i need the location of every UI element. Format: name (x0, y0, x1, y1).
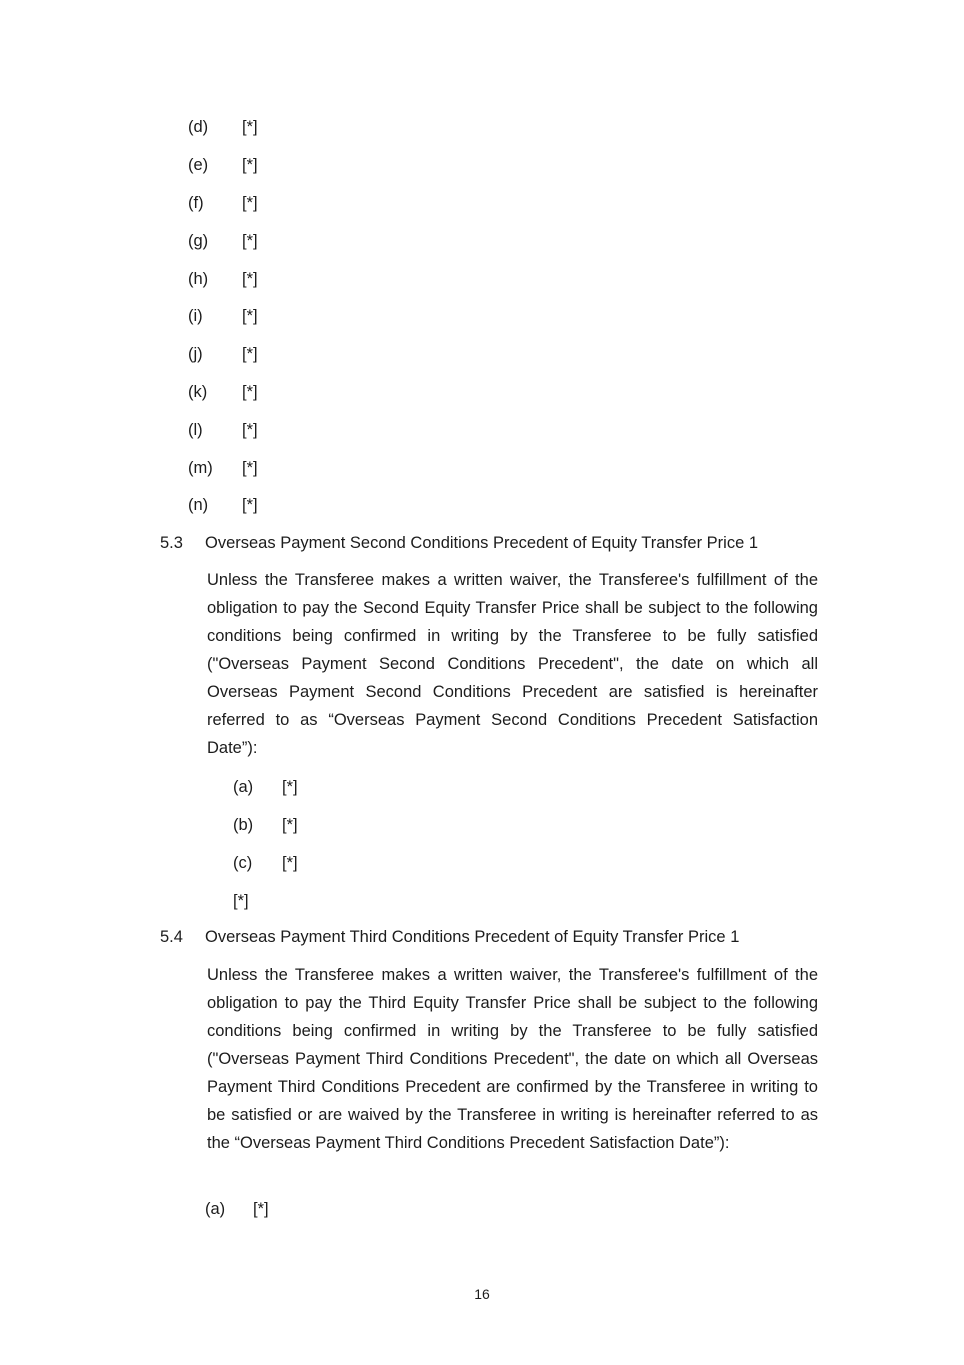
section-5-4-paragraph: Unless the Transferee makes a written waiver, the Transferee's fulfillment of the obligation to pay the Third Equity Transfer Price shall be subject to the following conditions being confirmed in writing by the Transferee to be fully satisfied ("Overseas Payment Third Conditions Precedent", the date on which all Overseas Payment Third Conditions Precedent are confirmed by the Transferee in writing to be satisfied or are waived by the Transferee in writing is hereinafter referred to as the “Overseas Payment Third Conditions Precedent Satisfaction Date”): (207, 966, 818, 1152)
list-item (188, 449, 258, 487)
list-item-label: (l) (188, 420, 203, 439)
list-item-label: (m) (188, 458, 213, 477)
list-item-label: (n) (188, 496, 209, 515)
page-number: 16 (474, 1286, 490, 1302)
clause-list-d-to-n (188, 109, 258, 525)
list-item (188, 185, 258, 223)
list-item-value: [*] (242, 420, 258, 439)
list-item (233, 806, 298, 844)
list-item (188, 298, 258, 336)
list-item-value: [*] (253, 1199, 269, 1218)
list-item-value: [*] (242, 156, 258, 175)
list-item-label: (j) (188, 345, 203, 364)
list-item-value: [*] (242, 269, 258, 288)
list-item-label: (i) (188, 307, 203, 326)
section-title: Overseas Payment Third Conditions Precedent of Equity Transfer Price 1 (205, 928, 740, 946)
list-item-label: (g) (188, 231, 209, 250)
trailing-placeholder (233, 882, 298, 920)
list-item-label: (a) (205, 1199, 226, 1218)
list-item-value: [*] (282, 777, 298, 796)
list-item-value: [*] (242, 193, 258, 212)
list-item-value: [*] (242, 382, 258, 401)
section-title: Overseas Payment Second Conditions Precedent of Equity Transfer Price 1 (205, 534, 759, 552)
list-item-label: (a) (233, 777, 254, 796)
placeholder-value: [*] (233, 891, 249, 910)
list-item (188, 411, 258, 449)
section-5-3-paragraph: Unless the Transferee makes a written waiver, the Transferee's fulfillment of the obligation to pay the Second Equity Transfer Price shall be subject to the following conditions being confirmed in writing by the Transferee to be fully satisfied ("Overseas Payment Second Conditions Precedent", the date on which all Overseas Payment Second Conditions Precedent are satisfied is hereinafter referred to as “Overseas Payment Second Conditions Precedent Satisfaction Date”): (207, 571, 818, 757)
section-5-3-heading (160, 529, 758, 557)
list-item-value: [*] (282, 815, 298, 834)
list-item (188, 222, 258, 260)
list-item-label: (h) (188, 269, 209, 288)
list-item-value: [*] (282, 853, 298, 872)
list-item-value: [*] (242, 496, 258, 515)
list-item (233, 768, 298, 806)
list-item-value: [*] (242, 307, 258, 326)
list-item-label: (f) (188, 193, 204, 212)
list-item-value: [*] (242, 345, 258, 364)
list-item (188, 487, 258, 525)
list-item (188, 336, 258, 374)
list-item (205, 1190, 269, 1228)
list-item-value: [*] (242, 458, 258, 477)
section-5-4-heading (160, 923, 739, 951)
section-number: 5.4 (160, 928, 183, 946)
list-item-label: (b) (233, 815, 254, 834)
list-item (188, 260, 258, 298)
list-item (188, 147, 258, 185)
list-item (233, 844, 298, 882)
list-item (188, 109, 258, 147)
list-item-value: [*] (242, 118, 258, 137)
section-5-3-sublist (233, 768, 298, 920)
list-item-value: [*] (242, 231, 258, 250)
list-item-label: (c) (233, 853, 253, 872)
section-number: 5.3 (160, 534, 183, 552)
section-5-4-sublist (205, 1190, 269, 1228)
list-item-label: (k) (188, 382, 208, 401)
list-item (188, 374, 258, 412)
list-item-label: (d) (188, 118, 209, 137)
list-item-label: (e) (188, 156, 209, 175)
